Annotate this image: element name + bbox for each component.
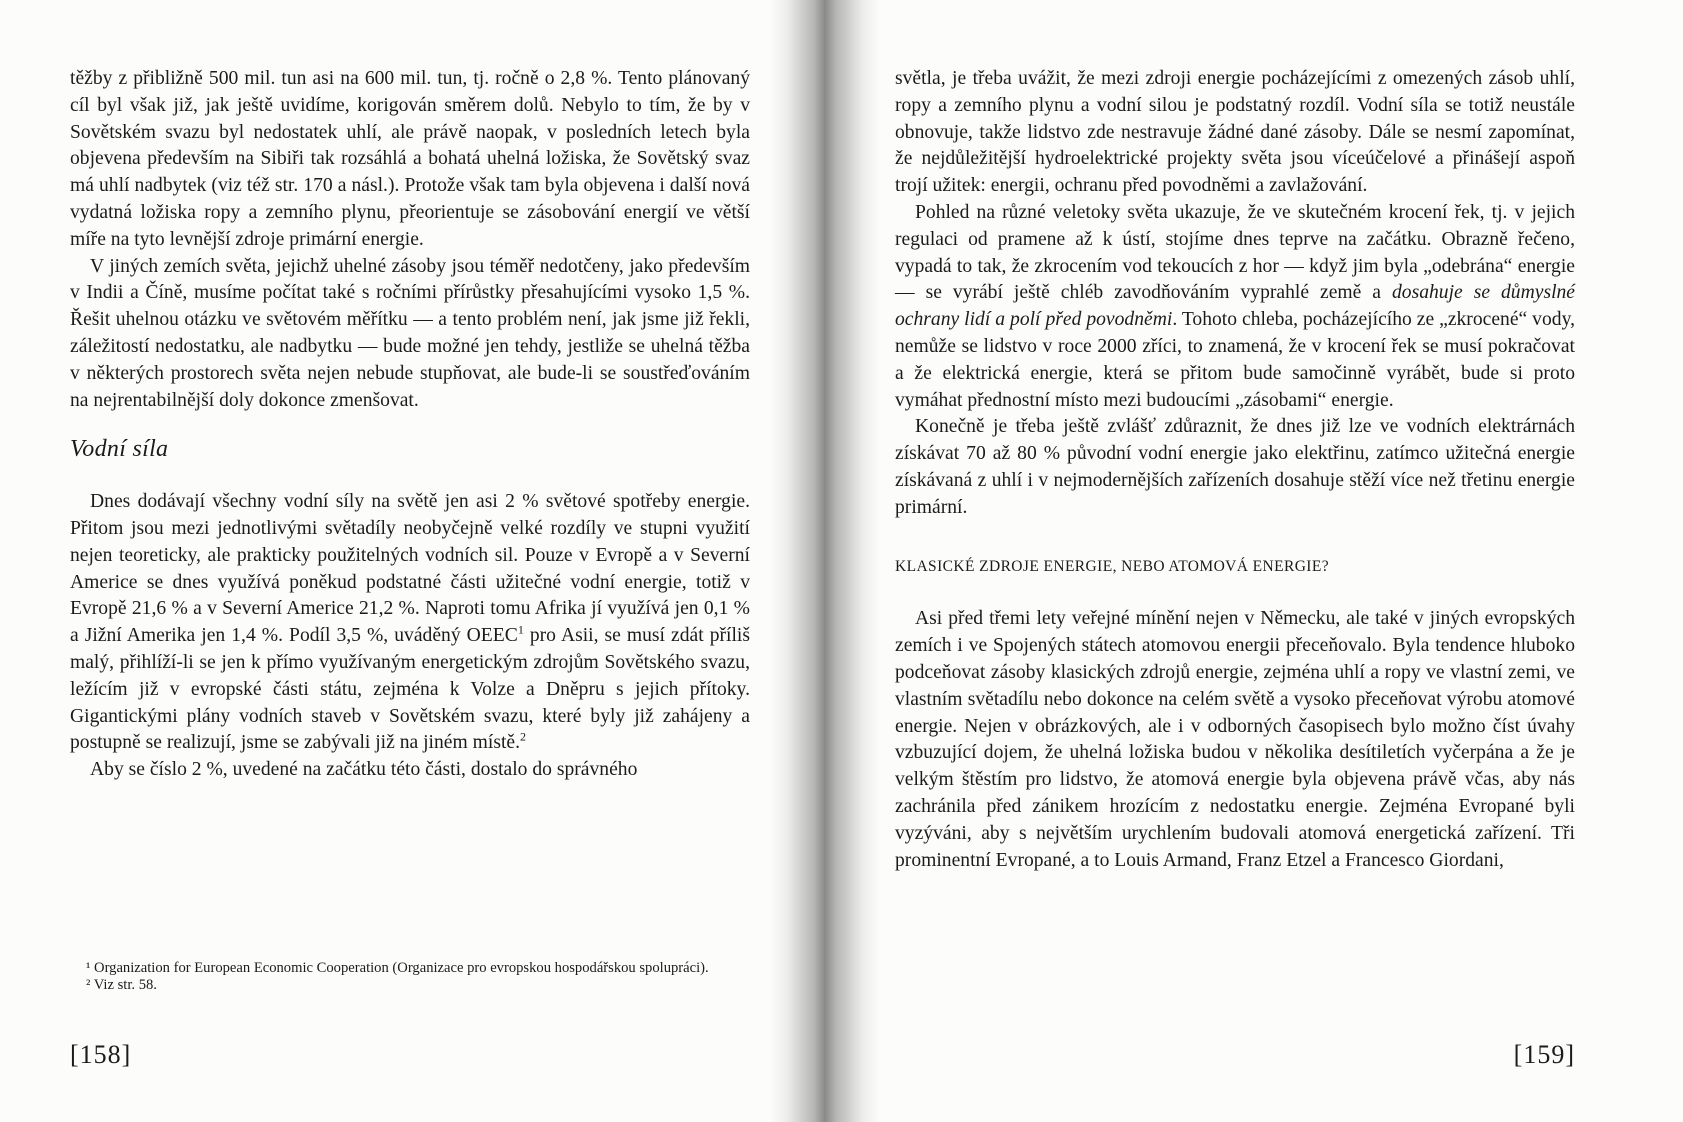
section-heading: KLASICKÉ ZDROJE ENERGIE, NEBO ATOMOVÁ ENERGIE? (895, 557, 1330, 575)
text-run: Pohled na různé veletoky světa ukazuje, že ve skutečném krocení řek, tj. v jejich regulaci od pramene až k ústí, stojíme dnes teprve na začátku. Obrazně řečeno, vypadá to tak, že zkrocením vod tekoucích z hor — když jim byla „odebrána“ energie — se vyrábí ještě chléb zavodňováním vyprahlé země a (895, 201, 1575, 304)
paragraph: V jiných zemích světa, jejichž uhelné zásoby jsou téměř nedotčeny, jako především v Indii a Číně, musíme počítat také s ročními přírůstky přesahujícími vysoko 1,5 %. Řešit uhelnou otázku ve světovém měřítku — a tento problém není, jak jsme již řekli, záležitostí nedostatku, ale nadbytku — bude možné jen tehdy, jestliže se uhelná těžba v některých prostorech světa nejen nebude stupňovat, ale bude-li se soustřeďováním na nejrentabilnější doly dokonce zmenšovat. (70, 255, 750, 411)
right-page (895, 0, 1575, 1122)
paragraph: světla, je třeba uvážit, že mezi zdroji energie pocházejícími z omezených zásob uhlí, ropy a zemního plynu a vodní silou je podstatný rozdíl. Vodní síla se totiž neustále obnovuje, takže lidstvo zde nestravuje žádné dané zásoby. Dále se nesmí zapomínat, že nejdůležitější hydroelektrické projekty světa jsou víceúčelové a přinášejí aspoň trojí užitek: energii, ochranu před povodněmi a zavlažování. (895, 68, 1575, 197)
paragraph (70, 489, 750, 757)
book-gutter-shadow (770, 0, 880, 1122)
footnotes (70, 960, 750, 994)
paragraph: těžby z přibližně 500 mil. tun asi na 600 mil. tun, tj. ročně o 2,8 %. Tento plánovaný cíl byl však již, jak ještě uvidíme, korigován směrem dolů. Nebylo to tím, že by v Sovětském svazu byl nedostatek uhlí, ale právě naopak, v posledních letech byla objevena především na Sibiři tak rozsáhlá a bohatá uhelná ložiska, že Sovětský svaz má uhlí nadbytek (viz též str. 170 a násl.). Protože však tam byla objevena i další nová vydatná ložiska ropy a zemního plynu, přeorientuje se zásobování energií ve větší míře na tyto levnější zdroje primární energie. (70, 68, 750, 250)
footnote-ref: 2 (520, 729, 526, 744)
text-run: . Tohoto chleba, pocházejícího ze „zkrocené“ vody, nemůže se lidstvo v roce 2000 zříci, to znamená, že v krocení řek se musí pokračovat a že elektrická energie, která se přitom bude samočinně vyrábět, bude si proto vymáhat přednostní místo mezi budoucími „zásobami“ energie. (895, 309, 1575, 411)
left-page (70, 0, 750, 1122)
section-heading: Vodní síla (70, 436, 169, 463)
footnote: ¹ Organization for European Economic Cooperation (Organizace pro evropskou hospodářskou spolupráci). (86, 960, 709, 976)
footnote: ² Viz str. 58. (86, 977, 157, 993)
paragraph: Aby se číslo 2 %, uvedené na začátku této části, dostalo do správného (90, 759, 638, 781)
text-run: Dnes dodávají všechny vodní síly na světě jen asi 2 % světové spotřeby energie. Přitom jsou mezi jednotlivými světadíly neobyčejně velké rozdíly ve stupni využití nejen teoreticky, ale prakticky použitelných vodních sil. Pouze v Evropě a v Severní Americe se dnes využívá poněkud podstatné části užitečné vodní energie, totiž v Evropě 21,6 % a v Severní Americe 21,2 %. Naproti tomu Afrika jí využívá jen 0,1 % a Jižní Amerika jen 1,4 %. Podíl 3,5 %, uváděný OEEC (70, 491, 750, 647)
paragraph: Konečně je třeba ještě zvlášť zdůraznit, že dnes již lze ve vodních elektrárnách získávat 70 až 80 % původní vodní energie jako elektřinu, zatímco užitečná energie získávaná z uhlí i v nejmodernějších zařízeních dosahuje stěží více než třetinu energie primární. (895, 416, 1575, 518)
footnote-ref: 1 (517, 622, 524, 637)
left-page-body (70, 66, 750, 784)
page-number: [158] (70, 1040, 132, 1069)
text-run: pro Asii, se musí zdát příliš malý, přihlíží-li se jen k přímo využívaným energetickým zdrojům Sovětského svazu, ležícím již v evropské části státu, zejména k Volze a Dněpru s jejich přítoky. Gigantickými plány vodních staveb v Sovětském svazu, které byly již zahájeny a postupně se realizují, jsme se zabývali již na jiném místě. (70, 625, 750, 754)
paragraph (895, 200, 1575, 414)
page-number: [159] (1513, 1040, 1575, 1069)
emphasis-text: dosahuje se důmyslné ochrany lidí a polí před povodněmi (895, 282, 1576, 331)
paragraph: Asi před třemi lety veřejné mínění nejen v Německu, ale také v jiných evropských zemích i ve Spojených státech atomovou energii přeceňovalo. Byla tendence hluboko podceňovat zásoby klasických zdrojů energie, zejména uhlí a ropy ve vlastní zemi, ve vlastním světadílu nebo dokonce na celém světě a vysoko přeceňovat výrobu atomové energie. Nejen v obrázkových, ale i v odborných časopisech bylo možno číst úvahy vzbuzující dojem, že uhelná ložiska budou v několika desítiletích vyčerpána a že je velkým štěstím pro lidstvo, že atomová energie byla objevena právě včas, aby nás zachránila před zánikem hrozícím z nedostatku energie. Zejména Evropané byli vyzýváni, aby s největším urychlením budovali atomová energetická zařízení. Tři prominentní Evropané, a to Louis Armand, Franz Etzel a Francesco Giordani, (895, 608, 1575, 871)
right-page-body (895, 66, 1575, 874)
